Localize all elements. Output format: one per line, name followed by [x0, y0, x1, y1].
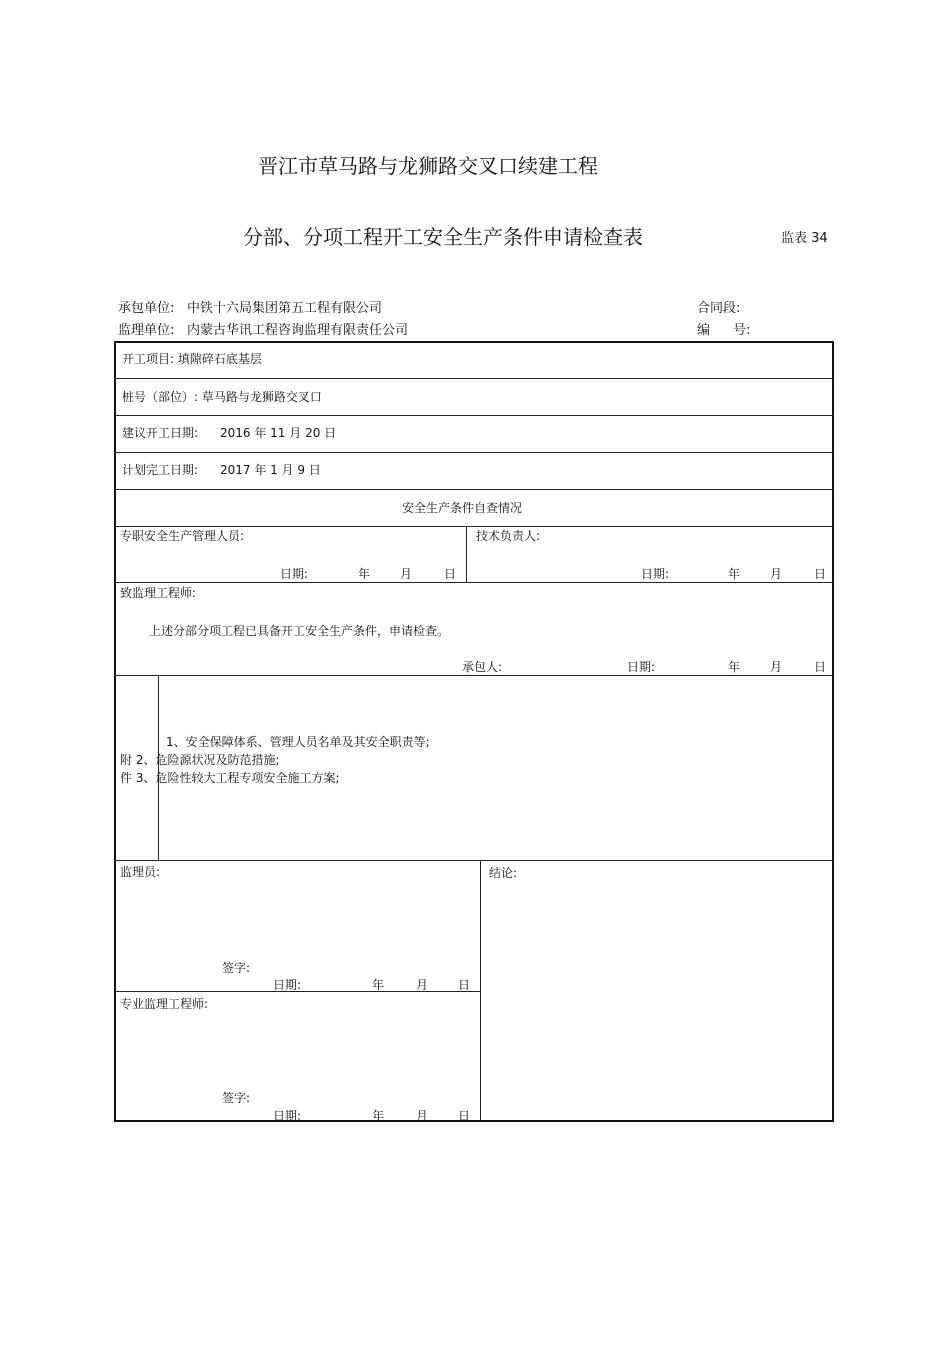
specialist-signature-label: 签字:	[222, 1091, 251, 1105]
tech-lead-day: 日	[814, 567, 827, 581]
specialist-label: 专业监理工程师:	[120, 997, 209, 1011]
contract-section-label: 合同段:	[697, 301, 741, 316]
specialist-year: 年	[372, 1109, 385, 1123]
tech-lead-year: 年	[728, 567, 741, 581]
inspector-year: 年	[372, 978, 385, 992]
to-engineer-label: 致监理工程师:	[120, 586, 197, 600]
contractor-sign-label: 承包人:	[462, 660, 503, 674]
attachment-item-2: 附 2、危险源状况及防范措施;	[120, 753, 280, 767]
end-date-value: 2017 年 1 月 9 日	[220, 463, 321, 477]
contractor-sign-month: 月	[770, 660, 783, 674]
safety-manager-label: 专职安全生产管理人员:	[120, 529, 245, 543]
inspector-date: 日期:	[273, 978, 302, 992]
end-date-label: 计划完工日期:	[122, 463, 199, 477]
inspector-month: 月	[416, 978, 429, 992]
specialist-month: 月	[416, 1109, 429, 1123]
application-text: 上述分部分项工程已具备开工安全生产条件，申请检查。	[149, 624, 450, 638]
project-row: 开工项目: 填隙碎石底基层	[122, 352, 262, 366]
attachment-item-3: 件 3、危险性较大工程专项安全施工方案;	[120, 771, 340, 785]
tech-lead-month: 月	[770, 567, 783, 581]
document-title: 晋江市草马路与龙狮路交叉口续建工程	[258, 154, 598, 178]
tech-lead-label: 技术负责人:	[476, 529, 541, 543]
number-label-b: 号:	[733, 323, 751, 338]
safety-manager-month: 月	[400, 567, 413, 581]
conclusion-label: 结论:	[489, 866, 518, 880]
safety-manager-day: 日	[444, 567, 457, 581]
attachment-item-1: 1、安全保障体系、管理人员名单及其安全职责等;	[166, 735, 430, 749]
inspector-label: 监理员:	[120, 865, 161, 879]
specialist-day: 日	[458, 1109, 471, 1123]
tech-lead-date: 日期:	[641, 567, 670, 581]
specialist-date: 日期:	[273, 1109, 302, 1123]
form-code: 监表 34	[781, 231, 828, 246]
form-subtitle: 分部、分项工程开工安全生产条件申请检查表	[243, 225, 643, 249]
contractor-sign-date: 日期:	[627, 660, 656, 674]
inspector-signature-label: 签字:	[222, 961, 251, 975]
start-date-label: 建议开工日期:	[122, 426, 199, 440]
self-check-header: 安全生产条件自查情况	[402, 501, 523, 515]
start-date-value: 2016 年 11 月 20 日	[220, 426, 337, 440]
inspector-day: 日	[458, 978, 471, 992]
supervisor-label: 监理单位:	[118, 323, 175, 338]
contractor-sign-day: 日	[814, 660, 827, 674]
supervisor-value: 内蒙古华讯工程咨询监理有限责任公司	[187, 323, 409, 338]
contractor-value: 中铁十六局集团第五工程有限公司	[187, 301, 383, 316]
contractor-sign-year: 年	[728, 660, 741, 674]
safety-manager-date: 日期:	[280, 567, 309, 581]
number-label-a: 编	[697, 323, 711, 338]
station-row: 桩号（部位）: 草马路与龙狮路交叉口	[122, 390, 322, 404]
contractor-label: 承包单位:	[118, 301, 175, 316]
safety-manager-year: 年	[358, 567, 371, 581]
